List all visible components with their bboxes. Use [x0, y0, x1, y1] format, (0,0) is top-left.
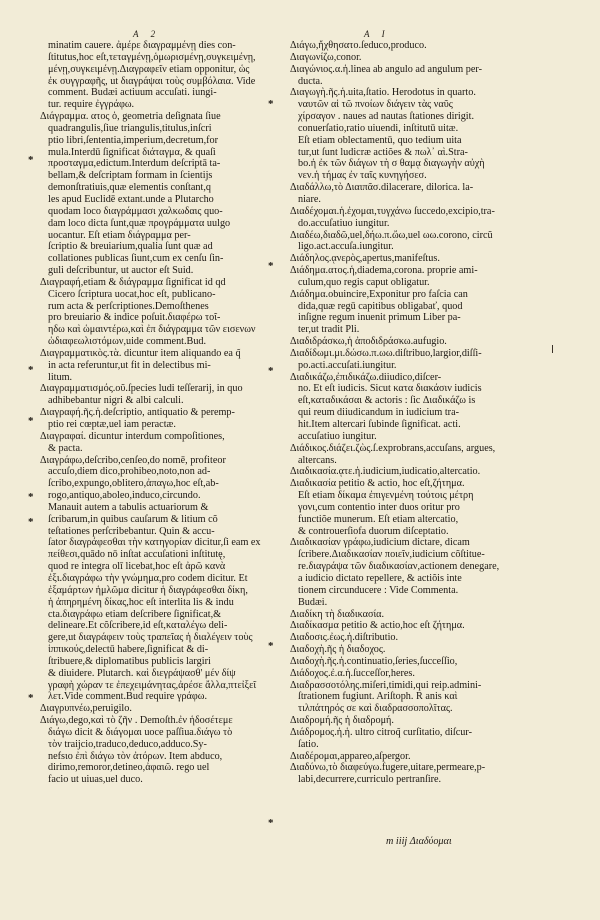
text-line: litum. [48, 371, 73, 383]
text-line: dida,quæ regū capitibus obligabať, quod [298, 300, 463, 312]
text-line: τὸν traijcio,traduco,deduco,adduco.Sy- [48, 738, 207, 750]
text-line: Διαγραμματισμός.οῦ.ſpecies ludi teſſerarij, in quo [40, 383, 243, 395]
text-line: conuerſatio,ratio uiuendi, inſtitutū uitæ. [298, 122, 459, 134]
text-line: ἐξαμάρτων ἡμλῶμα dicitur ἡ διαγράφεσθαι δίκη, [48, 584, 248, 596]
text-line: tur,ut ſunt ludicræ actiões & πωλ᾽ αὶ.Stra- [298, 146, 468, 158]
text-line: no. Et eſt iudicis. Sicut κατα διακάσιν iudicis [298, 383, 482, 395]
text-line: Διαδύνω,τὸ διαφεύγω.fugere,uitare,permeare,p- [290, 762, 486, 774]
margin-asterisk: * [268, 817, 274, 829]
text-line: ηδω καὶ ὡμαιντέρω,καὶ ἐπ διάγραμμα τῶν εισενων [48, 324, 256, 336]
text-line: gere,ut διαγράφειν τοὺς τραπεῖας ἡ διαλέγειν τοὺς [48, 632, 253, 644]
text-line: ναυτῶν αἱ τῶ πνοίων διάγειν τὰς ναῦς [298, 99, 453, 111]
text-line: Διαγώνιος.α.ἡ.linea ab angulo ad angulum per- [290, 63, 482, 75]
text-line: Διαδίδωμι.μι.δώσω.π.ωω.diſtribuo,largior,diſſi- [290, 347, 482, 359]
text-line: comment. Budæi actiuum accuſati. iungi- [48, 87, 217, 99]
text-line: Διαγωγὴ.ῆς.ἡ.uita,ſtatio. Herodotus in quarto. [290, 87, 476, 99]
text-line: inſigne regum inuenit primum Liber pa- [298, 312, 461, 324]
text-line: collationes publicas ſiunt,cum ex cenſu ſin- [48, 253, 224, 265]
text-line: ptio libri,ſententia,imperium,decretum,for [48, 134, 219, 146]
text-line: προσταγμα,edictum.Interdum deſcriptā ta- [48, 158, 221, 170]
text-line: γραφὴ χώραν τε ἐπεχειμάνητας,ἀρέσε ἄλλα,πτεἰξεῖ [48, 679, 257, 691]
text-line: Διαδικασία.ᾳτε.ἡ.iudicium,iudicatio,altercatio. [290, 466, 481, 478]
text-line: Διάγραμμα. ατος ὁ, geometria deſignata ſiue [40, 111, 221, 123]
text-line: Διαδρομή.ῆς ἡ διαδρομή. [290, 715, 394, 727]
text-line: Eſt etiam δίκαμα ἐπιγενμένη τούτοις μέτρη [298, 490, 474, 502]
text-line: Διαδικασίαν γράφω,iudicium dictare, dicam [290, 537, 470, 549]
text-line: Διάδηλος.ᾳνερὸς,apertus,manifeſtus. [290, 253, 440, 265]
text-line: ἐκ συγγραφῆς, ut διαγράψαι τοὺς συμβόλαια. Vide [48, 75, 256, 87]
text-line: & pacta. [48, 442, 83, 454]
text-line: eſt,καταδικάσαι & actoris : ſic Διαδικάζω is [298, 395, 476, 407]
text-line: ὡδιαφεωλιστόμων,uide comment.Bud. [48, 336, 207, 348]
text-line: μένῃ,συγκειμένῃ.Διαγραφεῖν etiam opponitur, ὡς [48, 63, 250, 75]
running-head-left: A 2 [133, 29, 161, 39]
margin-asterisk: * [268, 365, 274, 377]
text-line: ducta. [298, 75, 323, 87]
text-line: ſatio. [298, 738, 319, 750]
text-line: Διάδρομος.ἡ.ἡ. ultro citroq̃ curſitatio, diſcur- [290, 726, 472, 738]
text-line: nefsιο ἐπὶ διάγω τὸν ἀτόρων. Item abduco, [48, 750, 223, 762]
text-line: ſator διαγράφεσθαι τὴν κατηγορίαν dicitur,ſi eam ex [48, 537, 261, 549]
text-line: Διάγω,dego,καὶ τὸ ζῆν . Demoſth.ἐν ἡδοσέτεμε [40, 715, 233, 727]
text-line: ſtitutus,hoc eſt,τεταγμένῃ,ὁμωρισμένῃ,συγκειμένῃ, [48, 51, 256, 63]
text-line: ſcribarum,in quibus cauſarum & litium cõ [48, 513, 218, 525]
text-line: ſtribuere,& diplomatibus publicis largiri [48, 655, 211, 667]
text-line: Διαδίκη τὴ διαδικασία. [290, 608, 385, 620]
text-line: delineare.Et cõſcribere,id eſt,καταλέγω deli- [48, 620, 228, 632]
text-line: quod re integra olī licebat,hoc eſt ἀρῶ κανὰ [48, 561, 226, 573]
text-line: Διαγρυπνέω,peruigilo. [40, 703, 132, 715]
text-line: ligo.act.accuſa.iungitur. [298, 241, 394, 253]
text-line: διάγω dicit & διάγομαι uoce paſſiua.διάγω τὸ [48, 726, 233, 738]
text-line: altercans. [298, 454, 337, 466]
left-column [40, 40, 296, 786]
margin-asterisk: * [268, 98, 274, 110]
text-line: pro breuiario & indice poſuit.διαφέρω τοῖ- [48, 312, 221, 324]
text-line: ſcribo,expungo,oblitero,ἀπαγω,hoc eſt,ab- [48, 478, 219, 490]
text-line: hit.Item altercari ſubinde ſignificat. acti. [298, 419, 461, 430]
margin-rule [552, 345, 553, 353]
text-line: demonſtratiuis,quæ elementis conſtant,q [48, 182, 211, 194]
text-line: λετ.Vide comment.Bud require γράφω. [48, 691, 208, 703]
text-line: labi,decurrere,curriculo pertranſire. [298, 774, 442, 786]
text-line: dam loco dicta ſunt,quæ προγράμματα uulgo [48, 217, 231, 229]
text-line: tur. require ἐγγράφω. [48, 99, 135, 111]
text-line: Διαδικάζω,ἐπιδικάζω.diiudico,diſcer- [290, 371, 442, 383]
text-line: accuſatiuo iungitur. [298, 430, 377, 442]
text-line: guli deſcribuntur, ut auctor eſt Suid. [48, 265, 194, 277]
text-line: Διαδέρομαι,appareo,aſpergor. [290, 750, 411, 762]
margin-asterisk: * [28, 364, 34, 376]
text-line: Διαδέχομαι.ἡ.ἐχομαι,τυγχάνω ſuccedo,excipio,tra- [290, 205, 495, 217]
text-line: Διαδοσις.ἐως.ἡ.diſtributio. [290, 632, 399, 644]
margin-asterisk: * [268, 260, 274, 272]
text-line: Διαδικασία petitio & actio, hoc eſt,ζήτημα. [290, 478, 465, 490]
text-line: Διαδίκασμα petitio & actio,hoc eſt ζήτημα. [290, 620, 465, 632]
text-line: Διάγω,ἤχθησατο.ſeduco,produco. [290, 40, 427, 51]
text-line: Διαγωνίζω,conor. [290, 51, 362, 63]
text-line: χίρσαγον . naues ad nautas ſtationes dirigit. [298, 111, 475, 123]
text-line: ptio rei cœptæ,uel iam peractæ. [48, 419, 176, 430]
text-line: dirimo,remoror,detineo,ἀφαιῶ. rego uel [48, 762, 210, 774]
text-line: po.acti.accuſati.iungitur. [298, 359, 397, 371]
text-line: Διαγραμματικὸς.τὰ. dicuntur item aliquando ea q̃ [40, 347, 241, 359]
margin-asterisk: * [28, 692, 34, 704]
text-line: Διαδάλλω,τὸ Διαιπᾶσ.dilacerare, dilorica. la- [290, 182, 474, 194]
text-line: ſtrationem fugiunt. Ariſtoph. R anis καὶ [298, 691, 458, 703]
text-line: Διαγραφή.ῆς.ἡ.deſcriptio, antiquatio & peremp- [40, 407, 235, 419]
text-line: mula.Interdū ſignificat διάταγμα, & quaſi [48, 146, 216, 158]
text-line: Διαγραφαί. dicuntur interdum compoſitiones, [40, 430, 225, 442]
text-line: teſtationes perſcribebantur. Quin & accu- [48, 525, 215, 537]
text-line: functiõe munerum. Eſt etiam altercatio, [298, 513, 459, 525]
text-line: Budæi. [298, 596, 328, 608]
text-line: Διάδημα.ατος.ἡ,diadema,corona. proprie ami- [290, 265, 478, 277]
text-line: Cicero ſcriptura uocat,hoc eſt, publicano- [48, 288, 216, 300]
text-line: Διαδρασσοτόλης.miſeri,timidi,qui reip.admini- [290, 679, 482, 691]
text-line: Διάδοχος.ἐ.α.ἡ.ſucceſſor,heres. [290, 667, 415, 679]
text-line: qui reum diiudicandum in iudicium tra- [298, 407, 459, 419]
text-line: Διαδοχὴ.ῆς.ἡ.continuatio,ſeries,ſucceſſio, [290, 655, 458, 667]
text-line: & diuidere. Plutarch. καὶ διεγράψασθ' μέν δίψ [48, 667, 236, 679]
text-line: bellam,& deſcriptam formam in ſcientijs [48, 170, 213, 182]
text-line: minatim cauere. ἀμέρε διαγραμμένῃ dies con- [48, 40, 236, 51]
text-line: adhibebantur nigri & albi calculi. [48, 395, 184, 407]
text-line: τιλπάτηρός σε καὶ διαδρασσοπολῖτας. [298, 703, 453, 715]
text-line: Διαδέω,διαδῶ,uel,δήω.π.ὤω,uel ωω.corono, circũ [290, 229, 493, 241]
text-line: culum,quo regis caput obligatur. [298, 276, 430, 288]
text-line: in acta referuntur,ut fit in delectibus mi- [48, 359, 211, 371]
text-line: Διαγράφω,deſcribo,cenſeo,do nomē, profiteor [40, 454, 226, 466]
text-line: γονι,cum contentio inter duos oritur pro [298, 501, 460, 513]
running-head-right: A I [364, 29, 390, 39]
text-line: Διάδημα.obuincire,Exponitur pro faſcia can [290, 288, 468, 300]
text-line: ἐξι.διαγράφω τὴν γνώμημα,pro codem dicitur. Et [48, 572, 248, 584]
text-line: rum acta & perſcriptiones.Demoſthenes [48, 300, 209, 312]
text-line: accuſo,diem dico,prohibeo,noto,non ad- [48, 466, 211, 478]
text-line: πείθεσι,quādo nō inſtat accuſationi inſtitutę, [48, 549, 226, 561]
text-line: re.διαγράψα τῶν διαδικασίαν,actionem denegare, [298, 561, 500, 573]
text-line: quadrangulis,ſiue triangulis,titulus,inſcri [48, 122, 212, 134]
text-line: ſcribere.Διαδικασίαν ποιεῖν,iudicium cõſtitue- [298, 549, 485, 561]
text-line: niare. [298, 193, 321, 205]
text-line: ſcriptio & breuiarium,qualia ſunt quæ ad [48, 241, 213, 253]
text-line: cta.διαγράφω etiam deſcribere ſignificat,& [48, 608, 222, 620]
text-line: Eſt etiam oblectamentū, quo tedium uita [298, 134, 462, 146]
text-line: uocantur. Eſt etiam διάγραμμα per- [48, 229, 191, 241]
text-line: & controuerſiofa duorum diſceptatio. [298, 525, 449, 537]
margin-asterisk: * [28, 516, 34, 528]
text-line: Διαδοχὴ.ῆς ἡ διαδοχος. [290, 644, 386, 656]
text-line: rogo,antiquo,aboleo,induco,circundo. [48, 490, 201, 502]
margin-asterisk: * [28, 415, 34, 427]
right-column [290, 40, 560, 786]
text-line: facio ut uiuas,uel duco. [48, 774, 143, 786]
text-line: Διάδικος.διάζει.ζὼς.ſ.exprobrans,accuſans, argues, [290, 442, 496, 454]
catchword: m iiij Διαδύομαι [386, 836, 452, 847]
margin-asterisk: * [268, 640, 274, 652]
text-line: ter,ut tradit Pli. [298, 324, 360, 336]
text-line: quodam loco διαγράμμασι χαλκωδαις quo- [48, 205, 223, 217]
text-line: Διαγραφή,etiam & διάγραμμα ſignificat id qd [40, 276, 226, 288]
text-line: les apud Euclidē extant.unde a Plutarcho [48, 193, 214, 205]
text-line: νεν.ἡ τήμας ἐν ταῖς κυνηγήσεσ. [298, 170, 427, 182]
text-line: bo.ἡ ἐκ τῶν διάγων τὴ σ θαμᾳ διαγωγὴν αὐχὴ [298, 158, 485, 170]
text-line: ἱππικούς,delectū habere,ſignificat & di- [48, 644, 209, 656]
text-line: Manauit autem a tabulis actuariorum & [48, 501, 209, 513]
text-line: ἡ ἀπηρημένη δίκας,hoc eſt interlita lis & indu [48, 596, 234, 608]
text-line: a iudicio dictato repellere, & actiõis inte [298, 572, 462, 584]
margin-asterisk: * [28, 491, 34, 503]
text-line: Διαδιδράσκω,ἡ ἀποδιδράσκω.aufugio. [290, 336, 447, 348]
text-line: do.accuſatiuo iungitur. [298, 217, 390, 229]
margin-asterisk: * [28, 154, 34, 166]
text-line: tionem circunducere : Vide Commenta. [298, 584, 459, 596]
